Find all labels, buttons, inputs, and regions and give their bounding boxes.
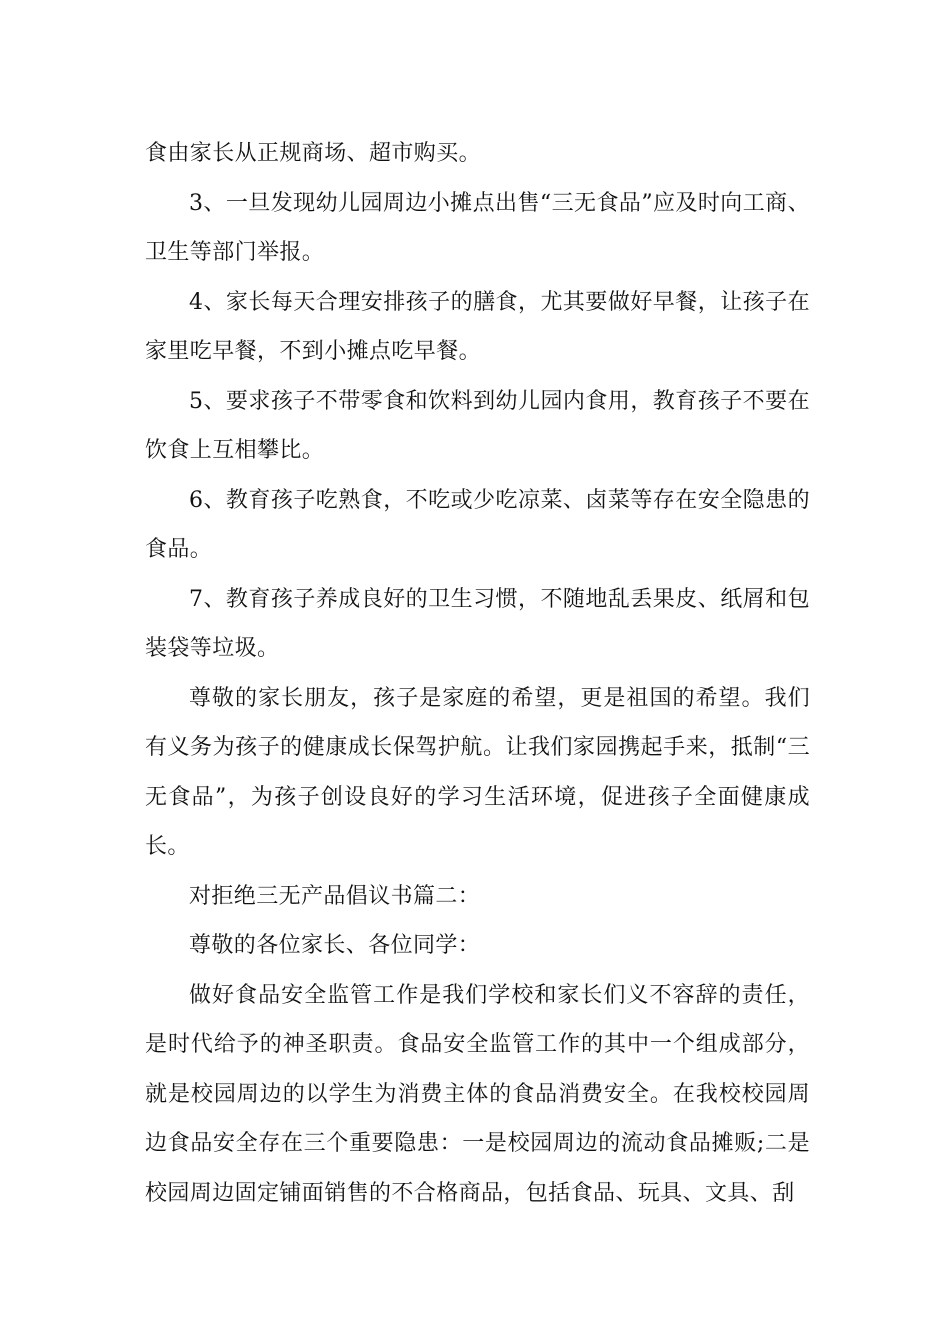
paragraph-item-6: 6、教育孩子吃熟食，不吃或少吃凉菜、卤菜等存在安全隐患的食品。: [145, 487, 810, 562]
paragraph-body: 做好食品安全监管工作是我们学校和家长们义不容辞的责任，是时代给予的神圣职责。食品安全监管工作的其中一个组成部分，就是校园周边的以学生为消费主体的食品消费安全。在我校校园周边食品安全存在三个重要隐患：一是校园周边的流动食品摊贩;二是校园周边固定铺面销售的不合格商品，包括食品、玩具、文具、刮: [145, 982, 810, 1206]
paragraph-item-7: 7、教育孩子养成良好的卫生习惯，不随地乱丢果皮、纸屑和包装袋等垃圾。: [145, 586, 810, 661]
document-body: [145, 129, 810, 1218]
paragraph-item-5: 5、要求孩子不带零食和饮料到幼儿园内食用，教育孩子不要在饮食上互相攀比。: [145, 388, 810, 463]
section-heading: 对拒绝三无产品倡议书篇二：: [189, 883, 481, 909]
paragraph-item-4: 4、家长每天合理安排孩子的膳食，尤其要做好早餐，让孩子在家里吃早餐，不到小摊点吃早餐。: [145, 289, 810, 364]
salutation: 尊敬的各位家长、各位同学：: [189, 933, 481, 958]
paragraph-continuation: 食由家长从正规商场、超市购买。: [145, 141, 482, 166]
paragraph-item-3: 3、一旦发现幼儿园周边小摊点出售“三无食品”应及时向工商、卫生等部门举报。: [145, 190, 810, 265]
paragraph-closing: 尊敬的家长朋友，孩子是家庭的希望，更是祖国的希望。我们有义务为孩子的健康成长保驾护航。让我们家园携起手来，抵制“三无食品”，为孩子创设良好的学习生活环境，促进孩子全面健康成长。: [145, 685, 810, 859]
